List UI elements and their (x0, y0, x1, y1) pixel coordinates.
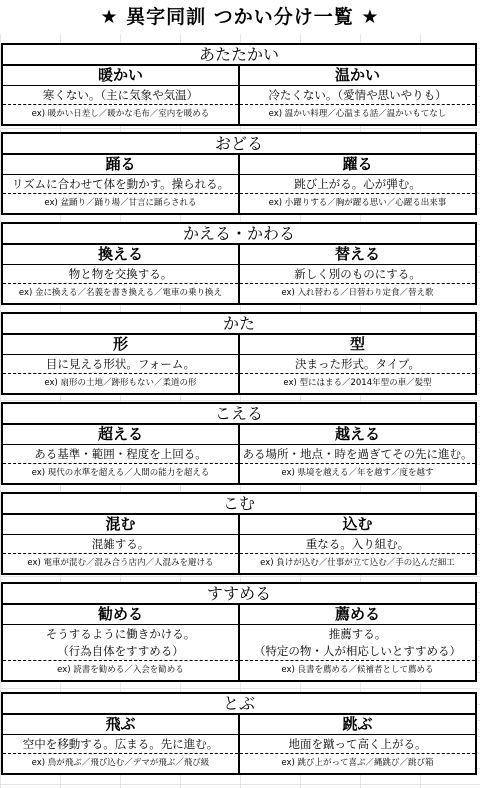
usage-group (1, 692, 477, 775)
meaning-line: 寒くない。（主に気象や気温） (42, 88, 199, 102)
usage-group (1, 43, 477, 126)
group-reading: こえる (3, 404, 475, 425)
meaning-line: リズムに合わせて体を動かす。操られる。 (11, 177, 230, 191)
usage-group (1, 492, 477, 575)
kanji-word: 温かい (240, 66, 475, 86)
kanji-column-right (240, 715, 475, 773)
group-reading: こむ (3, 494, 475, 515)
group-reading: おどる (3, 134, 475, 155)
kanji-meaning (240, 735, 475, 754)
meaning-line: 混雑する。 (91, 537, 150, 551)
group-reading: かた (3, 314, 475, 335)
usage-examples: ex) 温かい料理／心温まる話／温かいもてなし (268, 109, 447, 119)
kanji-meaning (240, 265, 475, 284)
meaning-line: ある場所・地点・時を過ぎてその先に進む。 (242, 447, 473, 461)
kanji-column-left (3, 715, 240, 773)
kanji-column-left (3, 605, 240, 680)
usage-examples: ex) 型にはまる／2014年型の車／髪型 (283, 378, 432, 388)
kanji-meaning (240, 535, 475, 554)
meaning-line: ある基準・範囲・程度を上回る。 (34, 447, 207, 461)
kanji-column-left (3, 155, 240, 213)
usage-examples: ex) 負けが込む／仕事が立て込む／手の込んだ細工 (260, 558, 455, 568)
kanji-word: 薦める (240, 605, 475, 625)
kanji-meaning (3, 535, 238, 554)
kanji-meaning (3, 175, 238, 194)
usage-examples: ex) 良書を薦める／候補者として薦める (281, 665, 434, 675)
kanji-word: 替える (240, 245, 475, 265)
meaning-line: 跳び上がる。心が弾む。 (294, 177, 421, 191)
kanji-meaning (3, 445, 238, 464)
usage-examples: ex) 跳び上がって喜ぶ／縄跳び／跳び箱 (281, 758, 434, 768)
usage-examples: ex) 盆踊り／踊り場／甘言に踊らされる (44, 198, 197, 208)
kanji-column-right (240, 245, 475, 303)
usage-examples: ex) 金に換える／名義を書き換える／電車の乗り換え (18, 288, 223, 298)
kanji-column-right (240, 605, 475, 680)
kanji-column-left (3, 335, 240, 393)
meaning-line: （行為自体をすすめる） (57, 644, 184, 658)
meaning-line: 決まった形式。タイプ。 (294, 357, 420, 371)
kanji-meaning (3, 625, 238, 661)
meaning-line: そうするように働きかける。 (45, 627, 196, 641)
meaning-line: （特定の物・人が相応しいとすすめる） (253, 644, 462, 658)
kanji-column-left (3, 245, 240, 303)
kanji-word: 勧める (3, 605, 238, 625)
kanji-column-right (240, 155, 475, 213)
kanji-meaning (240, 445, 475, 464)
meaning-line: 目に見える形状。フォーム。 (45, 357, 196, 371)
kanji-meaning (3, 735, 238, 754)
kanji-word: 踊る (3, 155, 238, 175)
kanji-word: 換える (3, 245, 238, 265)
kanji-word: 跳ぶ (240, 715, 475, 735)
meaning-line: 重なる。入り組む。 (305, 537, 410, 551)
group-reading: あたたかい (3, 45, 475, 66)
usage-examples: ex) 暖かい日差し／暖かな毛布／室内を暖める (31, 109, 210, 119)
kanji-meaning (3, 355, 238, 374)
kanji-column-left (3, 425, 240, 483)
kanji-word: 超える (3, 425, 238, 445)
kanji-word: 暖かい (3, 66, 238, 86)
kanji-meaning (3, 265, 238, 284)
kanji-word: 混む (3, 515, 238, 535)
usage-group (1, 312, 477, 395)
kanji-meaning (3, 86, 238, 105)
kanji-column-right (240, 425, 475, 483)
usage-group (1, 582, 477, 682)
kanji-column-right (240, 335, 475, 393)
usage-examples: ex) 扇形の土地／跡形もない／柔道の形 (44, 378, 197, 388)
group-reading: すすめる (3, 584, 475, 605)
kanji-column-right (240, 515, 475, 573)
kanji-column-left (3, 515, 240, 573)
kanji-meaning (240, 625, 475, 661)
kanji-word: 飛ぶ (3, 715, 238, 735)
group-reading: かえる・かわる (3, 224, 475, 245)
usage-group (1, 222, 477, 305)
usage-group (1, 402, 477, 485)
kanji-column-left (3, 66, 240, 124)
kanji-meaning (240, 86, 475, 105)
kanji-word: 型 (240, 335, 475, 355)
usage-examples: ex) 鳥が飛ぶ／飛び込む／デマが飛ぶ／飛び級 (31, 758, 210, 768)
kanji-meaning (240, 355, 475, 374)
meaning-line: 地面を蹴って高く上がる。 (288, 737, 427, 751)
meaning-line: 空中を移動する。広まる。先に進む。 (22, 737, 219, 751)
page-title: ★ 異字同訓 つかい分け一覧 ★ (0, 0, 480, 34)
usage-group (1, 132, 477, 215)
usage-examples: ex) 現代の水準を超える／人間の能力を超える (31, 468, 210, 478)
kanji-word: 込む (240, 515, 475, 535)
group-reading: とぶ (3, 694, 475, 715)
usage-examples: ex) 県境を越える／年を越す／度を越す (281, 468, 434, 478)
usage-examples: ex) 入れ替わる／日替わり定食／替え歌 (281, 288, 434, 298)
kanji-meaning (240, 175, 475, 194)
usage-examples: ex) 読書を勧める／入会を勧める (57, 665, 184, 675)
meaning-line: 新しく別のものにする。 (294, 267, 421, 281)
meaning-line: 物と物を交換する。 (68, 267, 173, 281)
usage-examples: ex) 小躍りする／胸が躍る思い／心躍る出来事 (268, 198, 447, 208)
kanji-column-right (240, 66, 475, 124)
meaning-line: 推薦する。 (328, 627, 387, 641)
usage-examples: ex) 電車が混む／混み合う店内／人混みを避ける (27, 558, 214, 568)
meaning-line: 冷たくない。（愛情や思いやりも） (268, 88, 447, 102)
kanji-word: 形 (3, 335, 238, 355)
kanji-word: 越える (240, 425, 475, 445)
kanji-word: 躍る (240, 155, 475, 175)
